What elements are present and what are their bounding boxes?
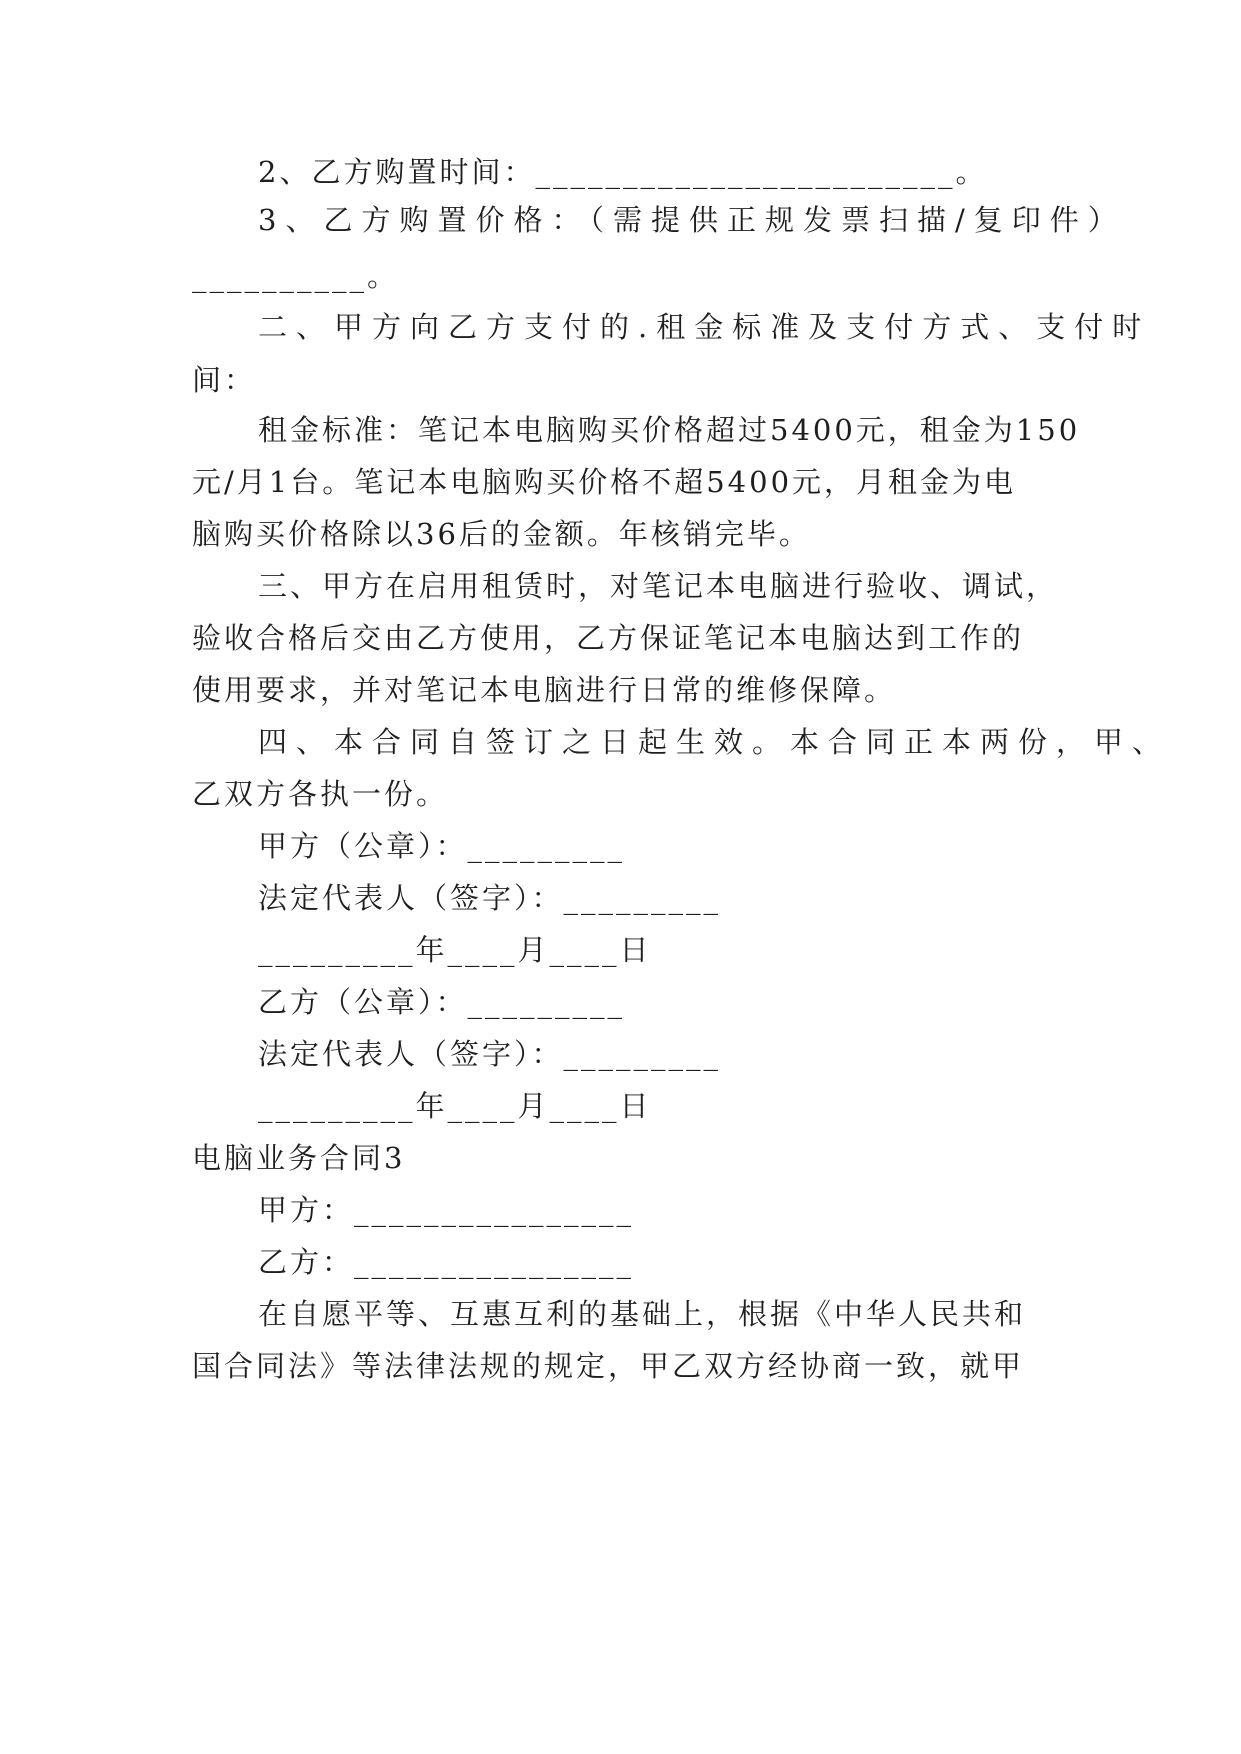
rent-standard-line-1: 租金标准：笔记本电脑购买价格超过5400元，租金为150 [258, 413, 1081, 447]
party-b-date-line: _________年____月____日 [258, 1089, 652, 1123]
clause-4-line-1: 四、本合同自签订之日起生效。本合同正本两份，甲、 [258, 725, 1171, 759]
clause-4-line-2: 乙双方各执一份。 [192, 777, 449, 811]
contract-3-preamble-line-1: 在自愿平等、互惠互利的基础上，根据《中华人民共和 [258, 1297, 1027, 1331]
clause-3-line-1: 三、甲方在启用租赁时，对笔记本电脑进行验收、调试， [258, 569, 1059, 603]
clause-3-line-3: 使用要求，并对笔记本电脑进行日常的维修保障。 [192, 673, 897, 707]
rent-standard-line-3: 脑购买价格除以36后的金额。年核销完毕。 [192, 517, 811, 551]
party-b-representative-line: 法定代表人（签字）：_________ [258, 1037, 722, 1071]
party-b-seal-line: 乙方（公章）：_________ [258, 985, 626, 1019]
party-a-date-line: _________年____月____日 [258, 933, 652, 967]
contract-3-party-b: 乙方：________________ [258, 1245, 635, 1279]
purchase-price-blank: __________。 [192, 259, 400, 293]
contract-3-preamble-line-2: 国合同法》等法律法规的规定，甲乙双方经协商一致，就甲 [192, 1349, 1025, 1383]
party-a-seal-line: 甲方（公章）：_________ [258, 829, 626, 863]
clause-3-line-2: 验收合格后交由乙方使用，乙方保证笔记本电脑达到工作的 [192, 621, 1025, 655]
clause-2-heading-cont: 间： [192, 363, 257, 397]
contract-3-title: 电脑业务合同3 [192, 1141, 406, 1175]
clause-2-heading: 二、甲方向乙方支付的.租金标准及支付方式、支付时 [258, 310, 1151, 344]
contract-3-party-a: 甲方：________________ [258, 1193, 635, 1227]
rent-standard-line-2: 元/月1台。笔记本电脑购买价格不超5400元，月租金为电 [192, 465, 1017, 499]
purchase-price-line: 3、乙方购置价格：（需提供正规发票扫描/复印件） [258, 203, 1126, 237]
purchase-time-line: 2、乙方购置时间：________________________。 [258, 155, 988, 189]
party-a-representative-line: 法定代表人（签字）：_________ [258, 881, 722, 915]
